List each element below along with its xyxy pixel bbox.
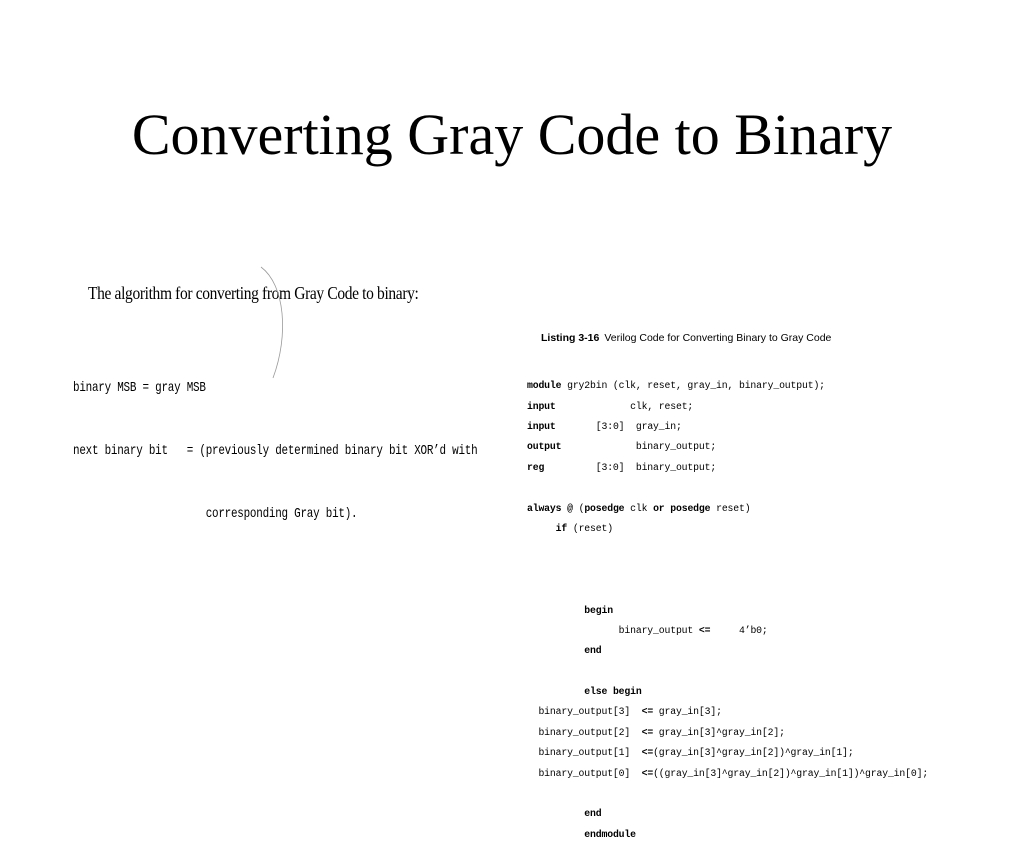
code-text: ( (572, 502, 585, 514)
code-keyword: or posedge (653, 502, 711, 514)
code-text: clk (624, 502, 654, 514)
code-text: (reset) (567, 522, 613, 534)
code-line (527, 769, 928, 779)
listing-caption-text: Verilog Code for Converting Binary to Gray Code (604, 332, 832, 344)
code-text: clk, reset; (555, 400, 694, 412)
algorithm-heading: The algorithm for converting from Gray Code to binary: (88, 283, 419, 303)
code-keyword: posedge (584, 502, 625, 514)
code-line (527, 748, 928, 758)
code-keyword: module (527, 380, 562, 392)
code-keyword: <= (641, 726, 654, 738)
code-text: binary_output[0] (527, 767, 642, 779)
code-line (527, 646, 928, 656)
code-keyword: if (555, 522, 568, 534)
code-line (527, 830, 928, 840)
algorithm-line: binary MSB = gray MSB (73, 380, 206, 396)
code-text: gray_in[3]; (653, 706, 722, 718)
code-keyword: <= (641, 747, 654, 759)
code-keyword: endmodule (584, 828, 636, 840)
code-keyword: reg (527, 461, 545, 473)
code-text: binary_output; (561, 441, 717, 453)
code-line (527, 422, 928, 432)
code-line (527, 504, 928, 514)
listing-number: Listing 3-16 (541, 332, 600, 344)
listing-caption (541, 332, 831, 344)
code-keyword: <= (641, 706, 654, 718)
code-text: (gray_in[3]^gray_in[2])^gray_in[1]; (653, 747, 854, 759)
verilog-code-block (527, 371, 928, 850)
code-text: reset) (710, 502, 751, 514)
code-line (527, 402, 928, 412)
code-keyword: end (584, 645, 602, 657)
code-text: gry2bin (clk, reset, gray_in, binary_output); (561, 380, 825, 392)
code-keyword: output (527, 441, 562, 453)
algorithm-line: next binary bit = (previously determined binary bit XOR’d with (73, 443, 478, 459)
code-keyword: always @ (527, 502, 573, 514)
code-text: binary_output[1] (527, 747, 642, 759)
code-line (527, 442, 928, 452)
code-text: binary_output[2] (527, 726, 642, 738)
code-keyword: begin (584, 604, 613, 616)
code-keyword: else begin (584, 686, 642, 698)
code-line (527, 707, 928, 717)
code-line (527, 524, 928, 534)
code-line (527, 626, 928, 636)
code-line (527, 809, 928, 819)
code-line (527, 728, 928, 738)
code-keyword: input (527, 400, 556, 412)
code-text: ((gray_in[3]^gray_in[2])^gray_in[1])^gray_in[0]; (653, 767, 929, 779)
code-text: gray_in[3]^gray_in[2]; (653, 726, 785, 738)
code-line (527, 687, 928, 697)
code-keyword: input (527, 420, 556, 432)
code-line (527, 463, 928, 473)
slide-title: Converting Gray Code to Binary (131, 102, 893, 167)
code-text: 4’b0; (710, 624, 768, 636)
algorithm-line: corresponding Gray bit). (73, 506, 358, 522)
code-text: [3:0] binary_output; (544, 461, 717, 473)
code-text: binary_output (527, 624, 699, 636)
code-keyword: <= (698, 624, 711, 636)
code-text: binary_output[3] (527, 706, 642, 718)
code-keyword: <= (641, 767, 654, 779)
algorithm-text (73, 336, 477, 546)
code-text: [3:0] gray_in; (555, 420, 682, 432)
code-line (527, 381, 928, 391)
code-keyword: end (584, 808, 602, 820)
code-line (527, 606, 928, 616)
